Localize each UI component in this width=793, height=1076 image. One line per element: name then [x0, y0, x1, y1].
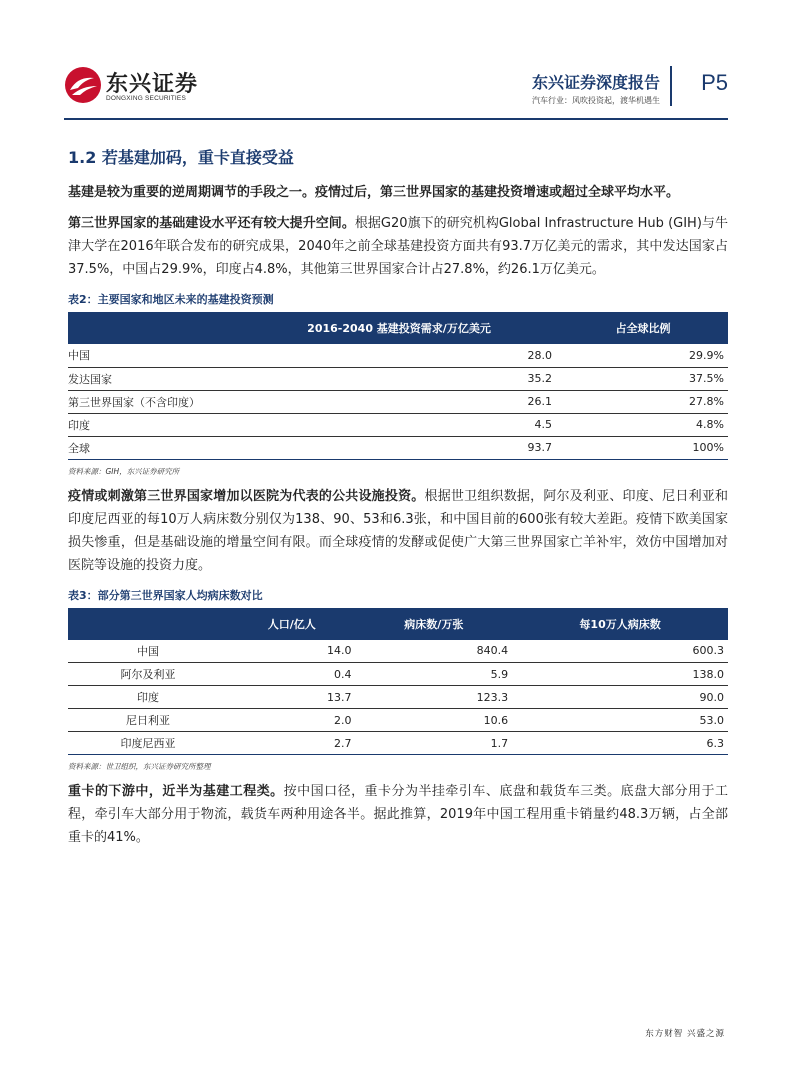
- table-row: [68, 367, 728, 390]
- table-cell: 10.6: [355, 709, 512, 732]
- table-cell: 发达国家: [68, 367, 200, 390]
- paragraph-3-text: 根据世卫组织数据，阿尔及利亚、印度、尼日利亚和印度尼西亚的每10万人病床数分别仅为138、90、53和6.3张，和中国目前的600张有较大差距。疫情下欧美国家损失惨重，但是基础设施的增量空间有限。而全球疫情的发酵或促使广大第三世界国家亡羊补牢，效仿中国增加对医院等设施的投资力度。: [68, 488, 728, 573]
- table-cell: 2.7: [228, 732, 355, 755]
- paragraph-2: [68, 212, 728, 281]
- table-cell: 尼日利亚: [68, 709, 228, 732]
- table2-header-cell: [68, 312, 200, 344]
- report-subtitle: 汽车行业：风吹投资起，渡华机遇生: [532, 96, 660, 105]
- table-cell: 600.3: [512, 640, 728, 663]
- table-cell: 27.8%: [558, 390, 728, 413]
- header-divider: [670, 66, 672, 106]
- table-row: [68, 390, 728, 413]
- table2-source: 资料来源：GIH，东兴证券研究所: [68, 466, 180, 476]
- table-cell: 100%: [558, 436, 728, 459]
- logo-emblem-icon: [64, 66, 102, 104]
- table-cell: 14.0: [228, 640, 355, 663]
- report-title: 东兴证券深度报告: [531, 73, 660, 92]
- table-cell: 37.5%: [558, 367, 728, 390]
- table-cell: 6.3: [512, 732, 728, 755]
- table-cell: 26.1: [200, 390, 558, 413]
- table3-caption: 表3：部分第三世界国家人均病床数对比: [68, 588, 263, 602]
- table-cell: 第三世界国家（不含印度）: [68, 390, 200, 413]
- table-cell: 印度: [68, 686, 228, 709]
- paragraph-2-text: 根据G20旗下的研究机构Global Infrastructure Hub (GIH)与牛津大学在2016年联合发布的研究成果，2040年之前全球基建投资方面共有93.7万亿美元的需求，其中发达国家占37.5%，中国占29.9%，印度占4.8%，其他第三世界国家合计占27.8%，约26.1万亿美元。: [68, 216, 728, 277]
- table-cell: 5.9: [355, 663, 512, 686]
- table3-header-cell: [68, 608, 228, 640]
- table-cell: 35.2: [200, 367, 558, 390]
- page-footer: 东方财智 兴盛之源: [645, 1029, 725, 1039]
- table-cell: 1.7: [355, 732, 512, 755]
- table-row: [68, 640, 728, 663]
- table-cell: 28.0: [200, 344, 558, 367]
- table-cell: 90.0: [512, 686, 728, 709]
- paragraph-3-lead: 疫情或刺激第三世界国家增加以医院为代表的公共设施投资。: [68, 488, 425, 504]
- header-rule: [64, 118, 728, 120]
- table-cell: 53.0: [512, 709, 728, 732]
- table3-header-cell: 每10万人病床数: [579, 617, 661, 631]
- paragraph-1: 基建是较为重要的逆周期调节的手段之一。疫情过后，第三世界国家的基建投资增速或超过全球平均水平。: [68, 185, 680, 200]
- table-cell: 中国: [68, 344, 200, 367]
- table-row: [68, 686, 728, 709]
- table-row: [68, 436, 728, 459]
- page-number: P5: [701, 70, 728, 95]
- logo-subtitle: DONGXING SECURITIES: [106, 95, 187, 102]
- paragraph-3: [68, 485, 728, 577]
- paragraph-4-lead: 重卡的下游中，近半为基建工程类。: [68, 784, 284, 799]
- table-cell: 4.8%: [558, 413, 728, 436]
- table3-header-row: [68, 608, 728, 640]
- table-row: [68, 732, 728, 755]
- table-cell: 138.0: [512, 663, 728, 686]
- table-cell: 全球: [68, 436, 200, 459]
- company-logo: [64, 64, 254, 110]
- table-cell: 中国: [68, 640, 228, 663]
- logo-name: 东兴证券: [106, 72, 199, 97]
- paragraph-4: [68, 780, 728, 849]
- table-cell: 123.3: [355, 686, 512, 709]
- table-row: [68, 709, 728, 732]
- table-cell: 2.0: [228, 709, 355, 732]
- table3-source: 资料来源：世卫组织，东兴证券研究所整理: [68, 762, 211, 771]
- page-header: [64, 60, 728, 114]
- table-row: [68, 344, 728, 367]
- table-row: [68, 663, 728, 686]
- table-cell: 93.7: [200, 436, 558, 459]
- table-cell: 阿尔及利亚: [68, 663, 228, 686]
- table-row: [68, 413, 728, 436]
- table3-header-cell: 病床数/万张: [404, 617, 464, 631]
- table-cell: 印度尼西亚: [68, 732, 228, 755]
- table-cell: 29.9%: [558, 344, 728, 367]
- table2-header-row: [68, 312, 728, 344]
- table2-header-cell: 占全球比例: [615, 322, 671, 335]
- table2: [68, 312, 728, 460]
- table-cell: 印度: [68, 413, 200, 436]
- table3: [68, 608, 728, 756]
- table2-header-cell: 2016-2040 基建投资需求/万亿美元: [307, 322, 491, 335]
- table-cell: 0.4: [228, 663, 355, 686]
- paragraph-4-text: 按中国口径，重卡分为半挂牵引车、底盘和载货车三类。底盘大部分用于工程，牵引车大部分用于物流，载货车两种用途各半。据此推算，2019年中国工程用重卡销量约48.3万辆，占全部重卡的41%。: [68, 784, 728, 845]
- table-cell: 13.7: [228, 686, 355, 709]
- main-content: [68, 145, 728, 849]
- paragraph-2-lead: 第三世界国家的基础建设水平还有较大提升空间。: [68, 216, 355, 231]
- table-cell: 840.4: [355, 640, 512, 663]
- table2-caption: 表2：主要国家和地区未来的基建投资预测: [68, 293, 274, 306]
- table3-header-cell: 人口/亿人: [267, 617, 316, 631]
- table-cell: 4.5: [200, 413, 558, 436]
- section-title: 1.2 若基建加码，重卡直接受益: [68, 148, 294, 167]
